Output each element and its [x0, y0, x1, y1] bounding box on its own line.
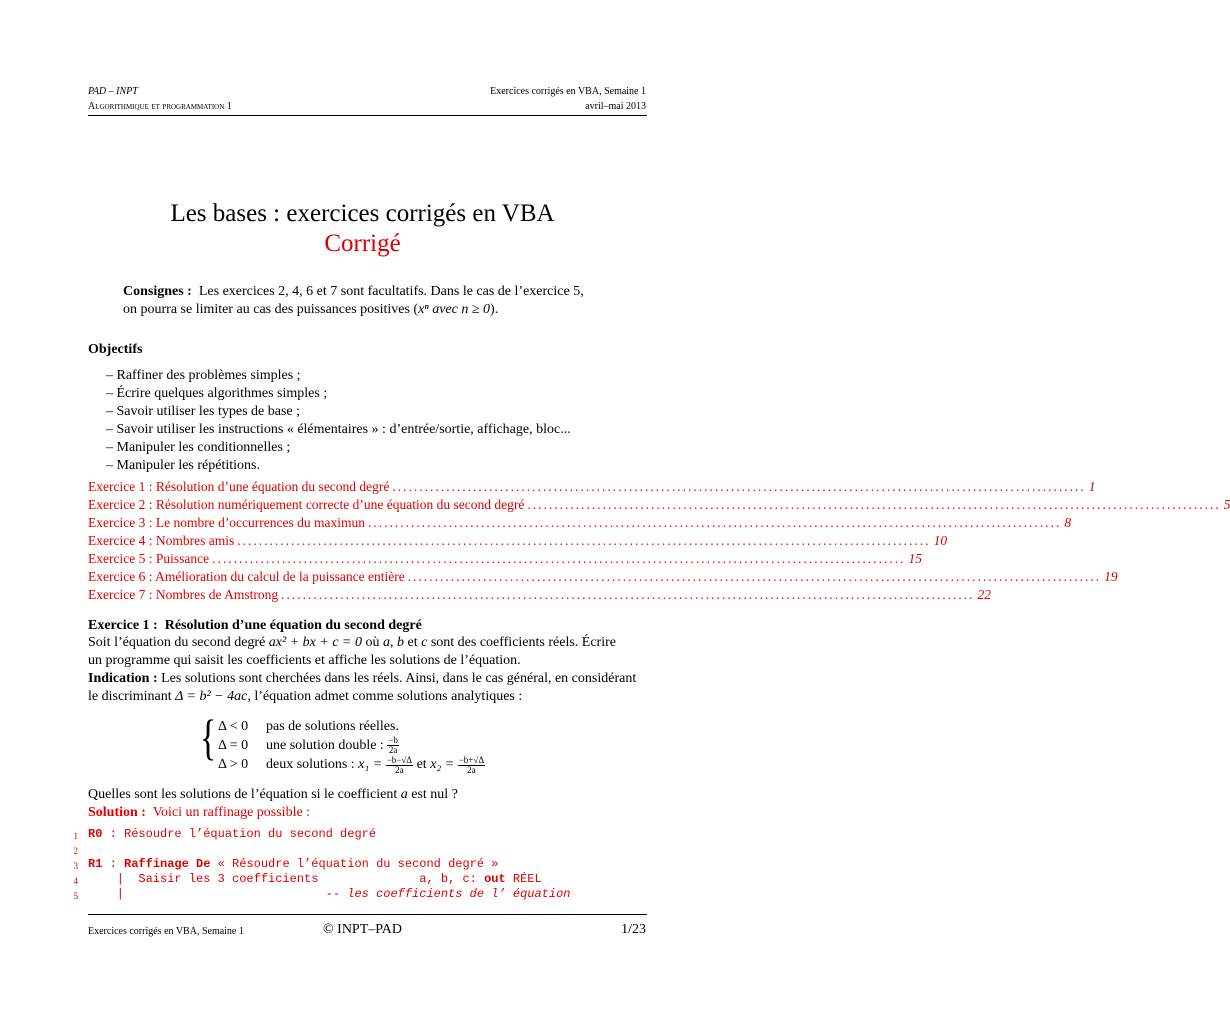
objectif-item: – Savoir utiliser les instructions « élémentaires » : d’entrée/sortie, affichage, bloc... — [106, 422, 571, 437]
var-a: a — [382, 635, 390, 650]
solution-text: Voici un raffinage possible : — [152, 805, 311, 820]
line-number: 4 — [73, 876, 78, 886]
fraction-double — [387, 736, 399, 755]
toc-page[interactable]: 15 — [908, 551, 922, 566]
toc-label[interactable]: Exercice 1 : Résolution d’une équation du second degré — [88, 479, 390, 494]
case-text: deux solutions : — [266, 757, 355, 773]
equation-math: ax² + bx + c = 0 — [268, 635, 362, 650]
toc-page[interactable]: 19 — [1104, 569, 1118, 584]
toc-entry-7[interactable]: Exercice 7 : Nombres de Amstrong ................................................................................................................................. 22 — [88, 587, 991, 602]
indication-text: Les solutions sont cherchées dans les réels. Ainsi, dans le cas général, en considérant — [161, 671, 637, 686]
fraction-den: 2a — [467, 764, 476, 775]
toc-entry-5[interactable]: Exercice 5 : Puissance ................................................................................................................................. 15 — [88, 551, 922, 566]
code-keyword: Raffinage De — [124, 857, 211, 871]
fraction-den: 2a — [395, 764, 404, 775]
page-title: Les bases : exercices corrigés en VBA — [170, 200, 555, 227]
footer-page-number: 1/23 — [621, 922, 646, 937]
comma: , — [389, 635, 394, 650]
line-number: 5 — [73, 891, 78, 901]
case-cond: Δ < 0 — [218, 719, 249, 734]
var-c: c — [421, 635, 428, 650]
toc-entry-2[interactable]: Exercice 2 : Résolution numériquement correcte d’une équation du second degré ................................................................................................................................. 5 — [88, 497, 1230, 512]
code-text: : Résoudre l’équation du second degré — [102, 827, 377, 841]
footer-copyright: © INPT–PAD — [323, 922, 402, 937]
toc-page[interactable]: 8 — [1064, 515, 1072, 530]
var-a: a — [400, 787, 408, 802]
consignes-line2a: on pourra se limiter au cas des puissances positives ( — [123, 302, 419, 317]
exercise1-question — [88, 786, 458, 804]
exercise1-line1 — [88, 634, 648, 652]
objectif-item: – Manipuler les répétitions. — [106, 458, 260, 473]
line-number: 3 — [73, 861, 78, 871]
toc-page[interactable]: 10 — [933, 533, 948, 548]
exercise1-body — [88, 634, 648, 706]
header-doc-title: Exercices corrigés en VBA, Semaine 1 — [490, 86, 646, 97]
code-line-4 — [88, 872, 542, 886]
exercise1-heading-text: Résolution d’une équation du second degré — [164, 618, 422, 633]
header-course-name: Algorithmique et programmation 1 — [88, 101, 232, 112]
case-negative — [218, 717, 485, 736]
indication-label: Indication : — [88, 671, 158, 686]
fraction-x2 — [458, 756, 485, 775]
header-date: avril–mai 2013 — [585, 101, 646, 112]
toc-label[interactable]: Exercice 7 : Nombres de Amstrong — [88, 587, 279, 602]
code-comment: | -- les coefficients de l’ équation — [88, 887, 571, 901]
toc-entry-6[interactable]: Exercice 6 : Amélioration du calcul de la puissance entière ................................................................................................................................. 19 — [88, 569, 1118, 584]
code-text: « Résoudre l’équation du second degré » — [210, 857, 499, 871]
consignes-math: xⁿ avec n ≥ 0 — [418, 302, 491, 317]
code-line-3 — [88, 857, 498, 871]
text: Soit l’équation du second degré — [88, 635, 266, 650]
text: le discriminant — [88, 689, 172, 704]
code-text: : — [102, 857, 125, 871]
code-keyword: out — [484, 872, 506, 886]
code-keyword: R0 — [88, 827, 103, 841]
case-zero — [218, 736, 485, 755]
x1-label: x₁ = — [358, 757, 383, 773]
fraction-num: −b+√Δ — [458, 754, 485, 765]
text: Quelles sont les solutions de l’équation si le coefficient — [88, 787, 398, 802]
toc-page[interactable]: 5 — [1223, 497, 1230, 512]
line-number: 1 — [73, 831, 78, 841]
toc-label[interactable]: Exercice 5 : Puissance — [88, 551, 210, 566]
header-rule — [88, 115, 647, 116]
exercise1-line2: un programme qui saisit les coefficients et affiche les solutions de l’équation. — [88, 653, 521, 668]
footer-rule — [88, 914, 647, 915]
var-b: b — [396, 635, 404, 650]
exercise1-line4 — [88, 688, 648, 706]
text: et — [407, 635, 418, 650]
footer-doc-title: Exercices corrigés en VBA, Semaine 1 — [88, 926, 244, 937]
text: est nul ? — [411, 787, 458, 802]
text: et — [416, 757, 427, 773]
fraction-den: 2a — [388, 745, 398, 756]
text: où — [365, 635, 380, 650]
code-text: | Saisir les 3 coefficients a, b, c: — [88, 872, 485, 886]
objectif-item: – Manipuler les conditionnelles ; — [106, 440, 291, 455]
objectif-item: – Savoir utiliser les types de base ; — [106, 404, 301, 419]
exercise1-solution — [88, 804, 310, 822]
toc-page[interactable]: 22 — [977, 587, 991, 602]
text: , l’équation admet comme solutions analytiques : — [247, 689, 523, 704]
objectif-item: – Écrire quelques algorithmes simples ; — [106, 386, 328, 401]
line-number: 2 — [73, 846, 78, 856]
case-text: une solution double : — [266, 738, 384, 753]
exercise1-indication — [88, 670, 648, 688]
objectif-item: – Raffiner des problèmes simples ; — [106, 368, 301, 383]
code-keyword: R1 — [88, 857, 103, 871]
page-subtitle: Corrigé — [324, 230, 401, 257]
text: sont des coefficients réels. Écrire — [430, 635, 616, 650]
toc-entry-1[interactable]: Exercice 1 : Résolution d’une équation du second degré ................................................................................................................................. 1 — [88, 479, 1096, 494]
solution-label: Solution : — [88, 805, 146, 820]
consignes-line2b: ). — [490, 302, 499, 317]
code-text: RÉEL — [505, 872, 542, 886]
case-positive — [218, 755, 485, 774]
consignes — [123, 283, 623, 319]
toc-entry-3[interactable]: Exercice 3 : Le nombre d’occurrences du maximun ................................................................................................................................. 8 — [88, 515, 1072, 530]
fraction-num: −b — [388, 735, 398, 746]
exercise1-heading — [88, 617, 422, 635]
consignes-line1: Les exercices 2, 4, 6 et 7 sont facultatifs. Dans le cas de l’exercice 5, — [198, 284, 584, 299]
code-line-5 — [88, 887, 570, 901]
cases-block — [218, 717, 485, 775]
case-cond: Δ > 0 — [218, 757, 249, 773]
toc-label[interactable]: Exercice 3 : Le nombre d’occurrences du maximun — [88, 515, 366, 530]
case-cond: Δ = 0 — [218, 738, 249, 753]
objectifs-heading: Objectifs — [88, 342, 143, 357]
fraction-num: −b−√Δ — [386, 754, 413, 765]
toc-page[interactable]: 1 — [1088, 479, 1096, 494]
consignes-label: Consignes : — [123, 284, 192, 299]
discriminant-math: Δ = b² − 4ac — [175, 689, 248, 704]
toc-entry-4[interactable]: Exercice 4 : Nombres amis ................................................................................................................................. 10 — [88, 533, 948, 548]
toc-label[interactable]: Exercice 4 : Nombres amis — [88, 533, 235, 548]
objectifs-list — [106, 367, 571, 475]
x2-label: x₂ = — [430, 757, 455, 773]
toc-label[interactable]: Exercice 6 : Amélioration du calcul de la puissance entière — [88, 569, 405, 584]
fraction-x1 — [386, 756, 413, 775]
case-text: pas de solutions réelles. — [266, 719, 399, 734]
exercise1-heading-label: Exercice 1 : — [88, 618, 158, 633]
toc-label[interactable]: Exercice 2 : Résolution numériquement correcte d’une équation du second degré — [88, 497, 525, 512]
cases-brace: { — [200, 712, 217, 766]
code-line-1 — [88, 827, 376, 841]
header-course-code: PAD – INPT — [88, 86, 138, 97]
